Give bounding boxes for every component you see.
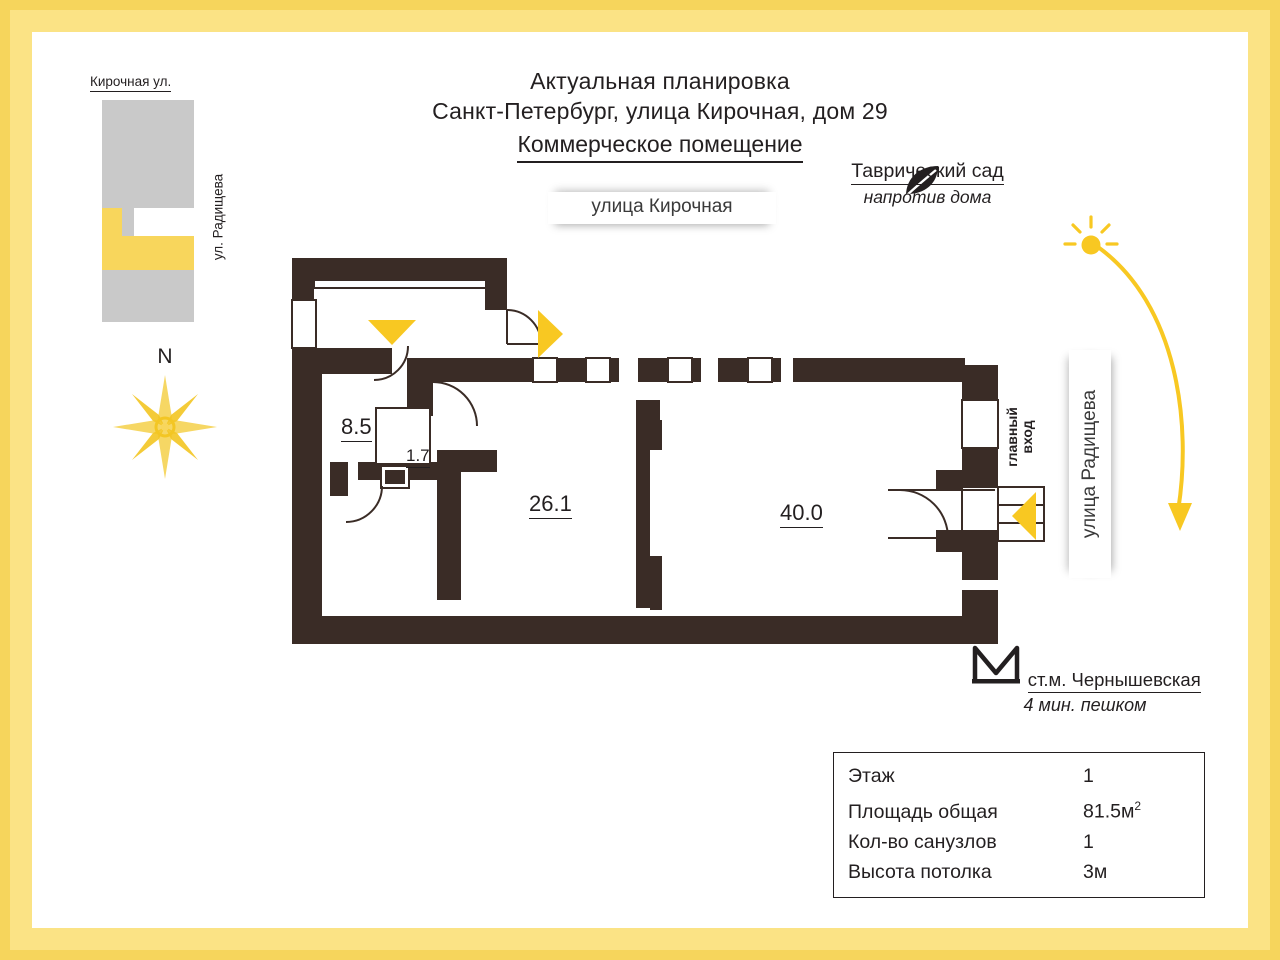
room-area-middle: 26.1 bbox=[529, 491, 572, 519]
info-value bbox=[1083, 791, 1190, 827]
street-label-top: улица Кирочная bbox=[548, 192, 776, 224]
room-area-main: 40.0 bbox=[780, 500, 823, 528]
poi-metro-name: ст.м. Чернышевская bbox=[1028, 669, 1201, 693]
main-entrance-label bbox=[1000, 382, 1040, 492]
info-label: Кол-во санузлов bbox=[848, 830, 997, 853]
main-entrance-text: главный вход bbox=[1004, 407, 1035, 467]
info-label: Этаж bbox=[848, 765, 895, 787]
minimap-street-top-label: Кирочная ул. bbox=[90, 74, 171, 92]
minimap-street-side-text: ул. Радищева bbox=[210, 173, 226, 261]
table-row bbox=[848, 857, 1190, 887]
poi-garden-note: напротив дома bbox=[863, 187, 992, 207]
title-line-1: Актуальная планировка bbox=[530, 68, 790, 94]
bathroom-fixtures bbox=[381, 466, 409, 488]
info-value-text: 81.5м bbox=[1083, 800, 1135, 823]
info-value: 1 bbox=[1083, 765, 1094, 787]
title-line-3: Коммерческое помещение bbox=[517, 128, 802, 163]
room-area-bathroom: 1.7 bbox=[406, 446, 430, 468]
poi-metro-note: 4 мин. пешком bbox=[1023, 695, 1147, 715]
property-info-table bbox=[833, 752, 1205, 898]
info-value: 1 bbox=[1083, 830, 1094, 853]
room-area-hall: 8.5 bbox=[341, 414, 372, 442]
table-row bbox=[848, 791, 1190, 827]
table-row bbox=[848, 827, 1190, 857]
info-label: Площадь общая bbox=[848, 800, 998, 823]
info-value-sup: 2 bbox=[1134, 799, 1142, 813]
info-value: 3м bbox=[1083, 860, 1108, 883]
street-label-right-text: улица Радищева bbox=[1079, 389, 1100, 539]
table-row bbox=[848, 761, 1190, 791]
title-line-2: Санкт-Петербург, улица Кирочная, дом 29 bbox=[432, 98, 888, 124]
info-label: Высота потолка bbox=[848, 860, 992, 883]
poi-garden-name: Таврический сад bbox=[851, 160, 1003, 185]
compass-north-label: N bbox=[157, 345, 173, 368]
